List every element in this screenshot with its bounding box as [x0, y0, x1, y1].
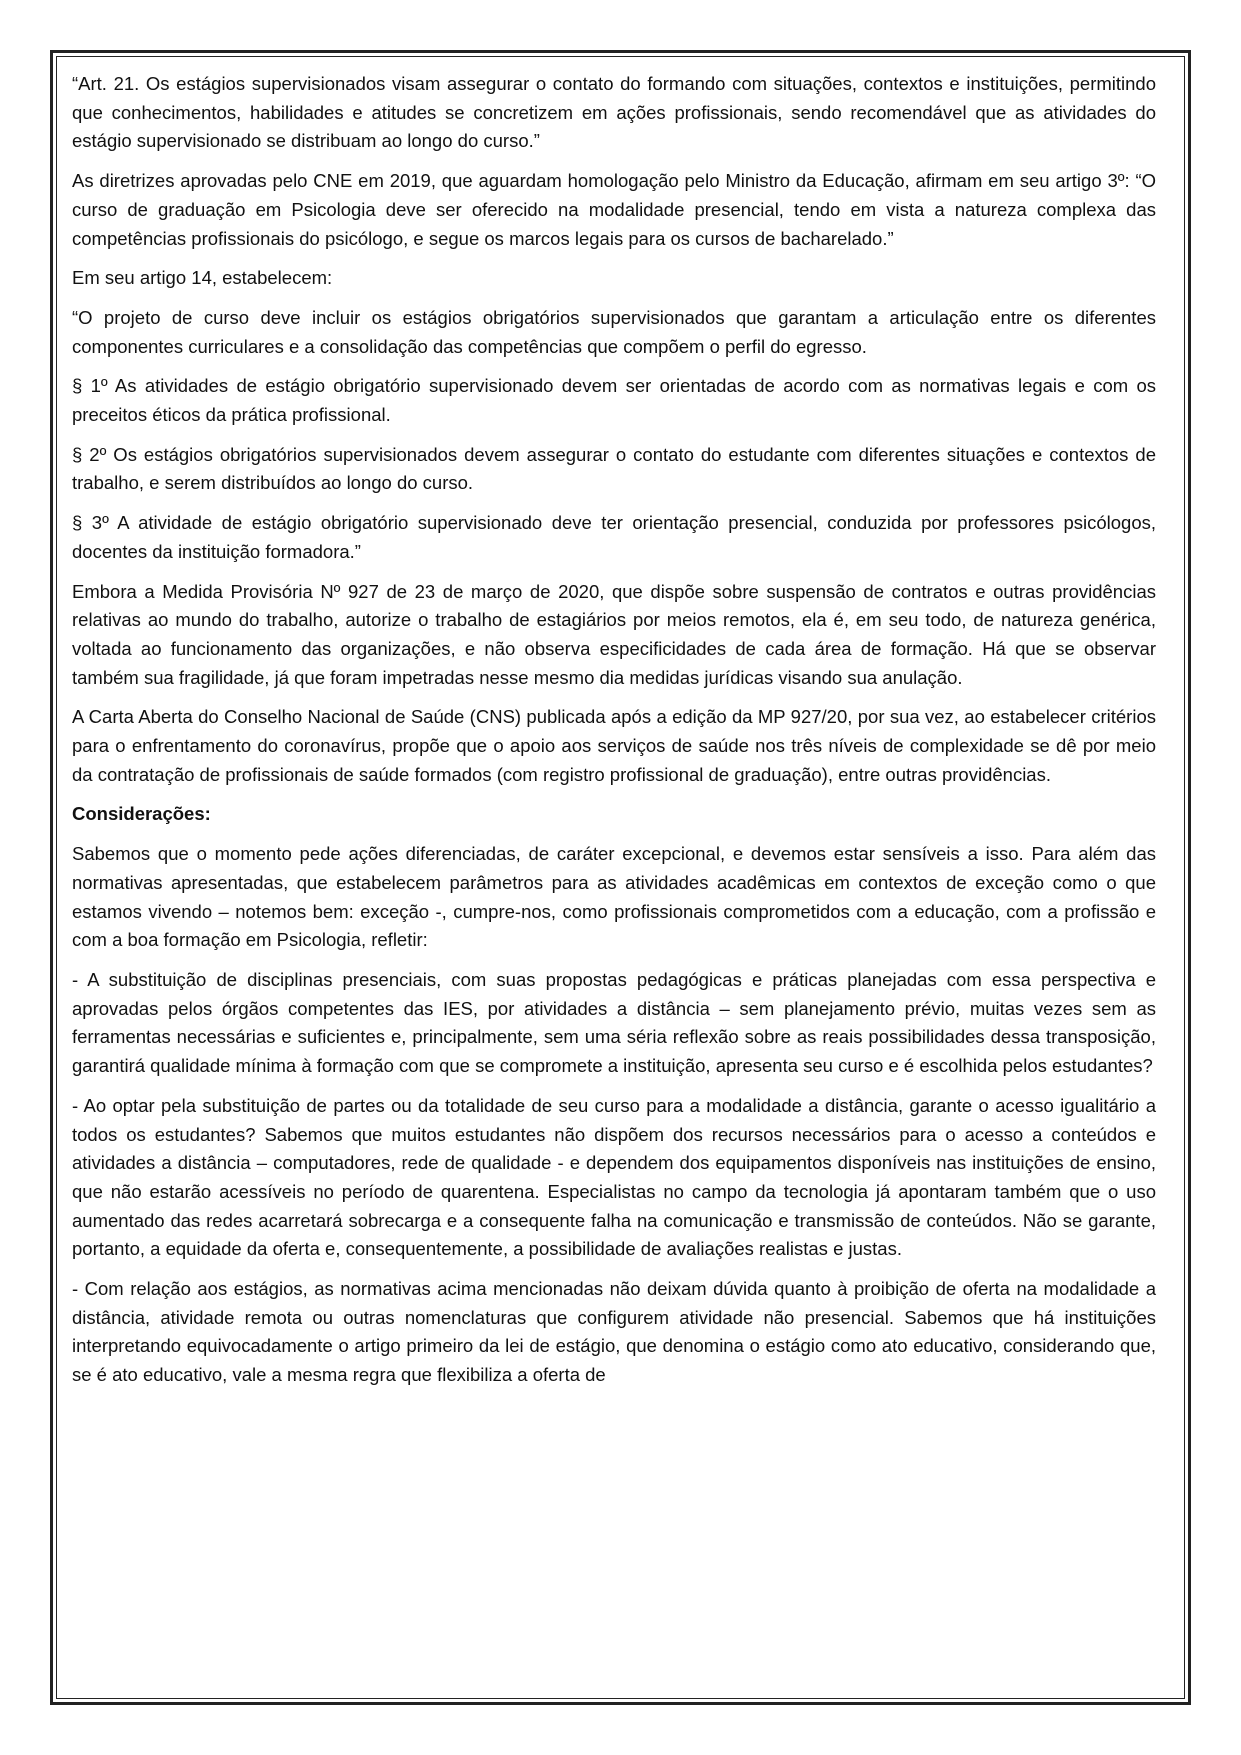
paragraph-artigo-14: Em seu artigo 14, estabelecem: [72, 267, 333, 289]
paragraph-section-1: § 1º As atividades de estágio obrigatório supervisionado devem ser orientadas de acordo com as normativas legais e com os preceitos éticos da prática profissional. [72, 375, 1156, 426]
paragraph-medida-provisoria: Embora a Medida Provisória Nº 927 de 23 de março de 2020, que dispõe sobre suspensão de contratos e outras providências relativas ao mundo do trabalho, autorize o trabalho de estagiários por meios remotos, ela é, em seu todo, de natureza genérica, voltada ao funcionamento das organizações, e não observa especificidades de cada área de formação. Há que se observar também sua fragilidade, já que foram impetradas nesse mesmo dia medidas jurídicas visando sua anulação. [72, 580, 1156, 688]
paragraph-section-3: § 3º A atividade de estágio obrigatório supervisionado deve ter orientação presencial, conduzida por professores psicólogos, docentes da instituição formadora.” [72, 512, 1156, 562]
considerations-heading: Considerações: [72, 803, 211, 825]
paragraph-projeto-curso: “O projeto de curso deve incluir os estágios obrigatórios supervisionados que garantam a articulação entre os diferentes componentes curriculares e a consolidação das competências que compõem o perfil do egresso. [72, 306, 1156, 357]
paragraph-art-21: “Art. 21. Os estágios supervisionados visam assegurar o contato do formando com situações, contextos e instituições, permitindo que conhecimentos, habilidades e atitudes se concretizem em ações profissionais, sendo recomendável que as atividades do estágio supervisionado se distribuam ao longo do curso.” [72, 73, 1156, 152]
paragraph-cne-2019: As diretrizes aprovadas pelo CNE em 2019, que aguardam homologação pelo Ministro da Educação, afirmam em seu artigo 3º: “O curso de graduação em Psicologia deve ser oferecido na modalidade presencial, tendo em vista a natureza complexa das competências profissionais do psicólogo, e segue os marcos legais para os cursos de bacharelado.” [72, 170, 1156, 249]
paragraph-section-2: § 2º Os estágios obrigatórios supervisionados devem assegurar o contato do estudante com diferentes situações e contextos de trabalho, e serem distribuídos ao longo do curso. [72, 443, 1156, 494]
paragraph-considerations-disciplinas: - A substituição de disciplinas presenciais, com suas propostas pedagógicas e práticas planejadas com essa perspectiva e aprovadas pelos órgãos competentes das IES, por atividades a distância – sem planejamento prévio, muitas vezes sem as ferramentas necessárias e suficientes e, principalmente, sem uma séria reflexão sobre as reais possibilidades dessa transposição, garantirá qualidade mínima à formação com que se compromete a instituição, apresenta seu curso e é escolhida pelos estudantes? [72, 968, 1156, 1077]
document-body [72, 70, 1156, 1401]
paragraph-considerations-intro: Sabemos que o momento pede ações diferenciadas, de caráter excepcional, e devemos estar sensíveis a isso. Para além das normativas apresentadas, que estabelecem parâmetros para as atividades acadêmicas em contextos de exceção como o que estamos vivendo – notemos bem: exceção -, cumpre-nos, como profissionais comprometidos com a educação, com a profissão e com a boa formação em Psicologia, refletir: [72, 843, 1156, 951]
paragraph-carta-aberta: A Carta Aberta do Conselho Nacional de Saúde (CNS) publicada após a edição da MP 927/20, por sua vez, ao estabelecer critérios para o enfrentamento do coronavírus, propõe que o apoio aos serviços de saúde nos três níveis de complexidade se dê por meio da contratação de profissionais de saúde formados (com registro profissional de graduação), entre outras providências. [72, 706, 1156, 785]
paragraph-considerations-acesso: - Ao optar pela substituição de partes ou da totalidade de seu curso para a modalidade a distância, garante o acesso igualitário a todos os estudantes? Sabemos que muitos estudantes não dispõem dos recursos necessários para o acesso a conteúdos e atividades a distância – computadores, rede de qualidade - e dependem dos equipamentos disponíveis nas instituições de ensino, que não estarão acessíveis no período de quarentena. Especialistas no campo da tecnologia já apontaram também que o uso aumentado das redes acarretará sobrecarga e a consequente falha na comunicação e transmissão de conteúdos. Não se garante, portanto, a equidade da oferta e, consequentemente, a possibilidade de avaliações realistas e justas. [72, 1094, 1156, 1260]
paragraph-considerations-estagios: - Com relação aos estágios, as normativas acima mencionadas não deixam dúvida quanto à proibição de oferta na modalidade a distância, atividade remota ou outras nomenclaturas que configurem atividade não presencial. Sabemos que há instituições interpretando equivocadamente o artigo primeiro da lei de estágio, que denomina o estágio como ato educativo, considerando que, se é ato educativo, vale a mesma regra que flexibiliza a oferta de [72, 1278, 1156, 1386]
